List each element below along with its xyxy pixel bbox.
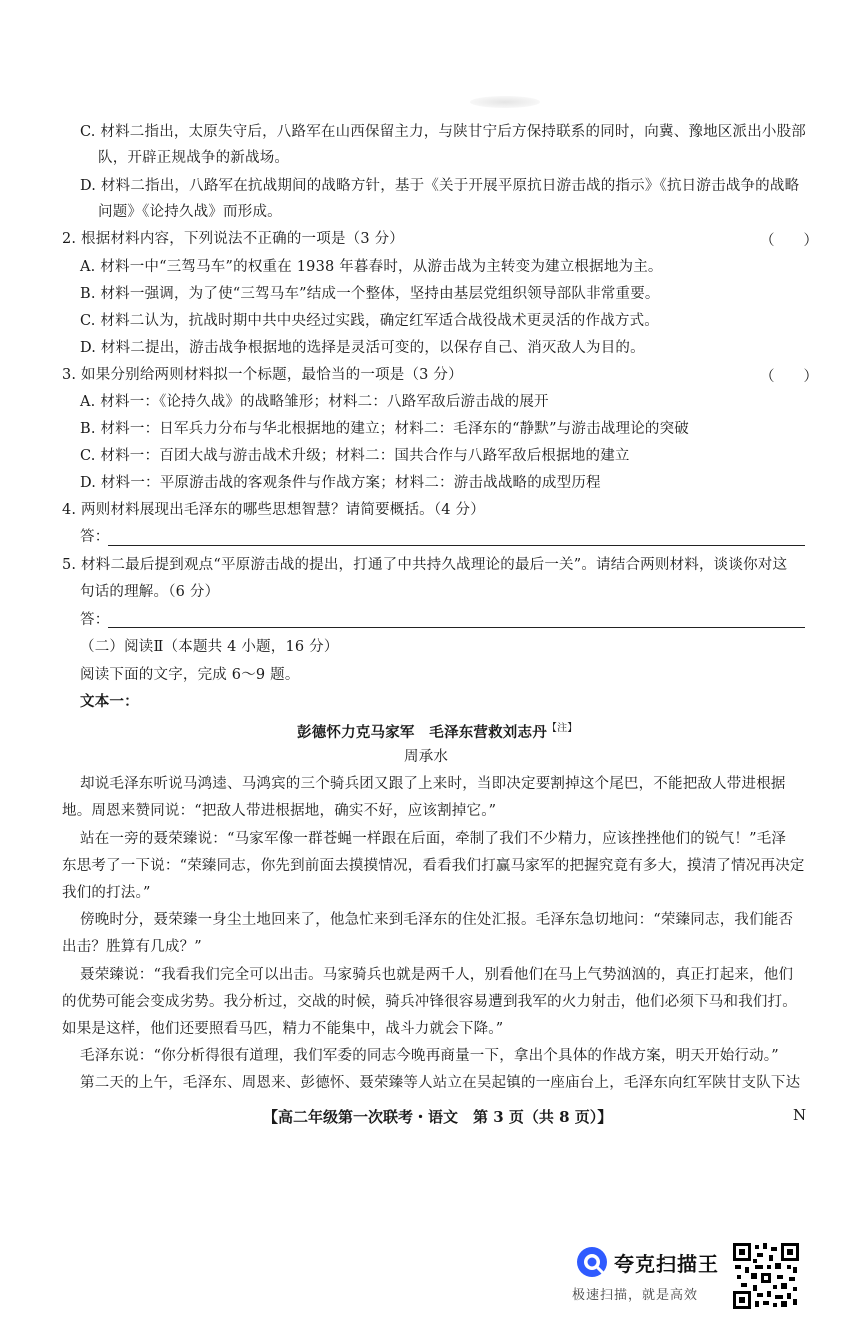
page-footer: 【高二年级第一次联考・语文 第 3 页（共 8 页）】 — [263, 1108, 613, 1126]
section-2-instruction: 阅读下面的文字，完成 6～9 题。 — [80, 667, 300, 683]
option-d-line1: D. 材料二指出，八路军在抗战期间的战略方针，基于《关于开展平原抗日游击战的指示》《抗日游击战争的战略 — [80, 178, 800, 194]
scanner-slogan: 极速扫描，就是高效 — [572, 1288, 699, 1303]
article-title-text: 彭德怀力克马家军 毛泽东营救刘志丹 — [297, 723, 547, 741]
article-p6-line1: 第二天的上午，毛泽东、周恩来、彭德怀、聂荣臻等人站立在吴起镇的一座庙台上，毛泽东向红军陕甘支队下达 — [80, 1075, 801, 1091]
question-5-answer-line[interactable] — [108, 627, 805, 628]
question-3-answer-paren: （ ） — [760, 369, 818, 385]
question-2-option-d: D. 材料二提出，游击战争根据地的选择是灵活可变的，以保存自己、消灭敌人为目的。 — [80, 340, 645, 356]
question-3-option-c: C. 材料一：百团大战与游击战术升级；材料二：国共合作与八路军敌后根据地的建立 — [80, 448, 630, 464]
question-4-answer-line[interactable] — [108, 545, 805, 546]
option-d-line2: 问题》《论持久战》而形成。 — [98, 204, 282, 220]
article-title — [297, 719, 578, 743]
question-3-option-d: D. 材料一：平原游击战的客观条件与作战方案；材料二：游击战战略的成型历程 — [80, 475, 601, 491]
question-5-answer-label: 答： — [80, 612, 110, 628]
question-2-option-b: B. 材料一强调，为了使“三驾马车”结成一个整体，坚持由基层党组织领导部队非常重要。 — [80, 286, 660, 302]
scanner-watermark — [572, 1246, 732, 1306]
scanner-brand: 夸克扫描王 — [614, 1252, 719, 1276]
question-3-stem: 3. 如果分别给两则材料拟一个标题，最恰当的一项是（3 分） — [62, 367, 463, 383]
question-3-option-b: B. 材料一：日军兵力分布与华北根据地的建立；材料二：毛泽东的“静默”与游击战理论的突破 — [80, 421, 689, 437]
scan-smudge — [470, 96, 540, 108]
article-title-note: 【注】 — [546, 723, 578, 734]
question-2-stem: 2. 根据材料内容，下列说法不正确的一项是（3 分） — [62, 231, 404, 247]
article-p4-line2: 的优势可能会变成劣势。我分析过，交战的时候，骑兵冲锋很容易遭到我军的火力射击，他们必须下马和我们打。 — [62, 994, 797, 1010]
text-one-label: 文本一： — [80, 693, 139, 710]
question-5-stem-line1: 5. 材料二最后提到观点“平原游击战的提出，打通了中共持久战理论的最后一关”。请结合两则材料，谈谈你对这 — [62, 557, 788, 573]
paper-version-code: N — [793, 1106, 807, 1124]
question-2-answer-paren: （ ） — [760, 233, 818, 249]
question-4-stem: 4. 两则材料展现出毛泽东的哪些思想智慧？请简要概括。（4 分） — [62, 502, 485, 518]
question-2-option-a: A. 材料一中“三驾马车”的权重在 1938 年暮春时，从游击战为主转变为建立根据地为主。 — [80, 259, 663, 275]
question-5-stem-line2: 句话的理解。（6 分） — [80, 584, 220, 600]
article-p4-line3: 如果是这样，他们还要照看马匹，精力不能集中，战斗力就会下降。” — [62, 1021, 504, 1037]
section-2-heading: （二）阅读Ⅱ（本题共 4 小题，16 分） — [80, 639, 339, 655]
article-p1-line1: 却说毛泽东听说马鸿逵、马鸿宾的三个骑兵团又跟了上来时，当即决定要割掉这个尾巴，不能把敌人带进根据 — [80, 776, 786, 792]
article-p2-line1: 站在一旁的聂荣臻说：“马家军像一群苍蝇一样跟在后面，牵制了我们不少精力，应该挫挫他们的锐气！”毛泽 — [80, 831, 787, 847]
option-c-line2: 队，开辟正规战争的新战场。 — [98, 150, 290, 166]
article-p2-line3: 我们的打法。” — [62, 885, 151, 901]
question-3-option-a: A. 材料一：《论持久战》的战略雏形；材料二：八路军敌后游击战的展开 — [80, 394, 549, 410]
question-4-answer-label: 答： — [80, 529, 110, 545]
qr-code-icon — [733, 1243, 799, 1309]
article-p2-line2: 东思考了一下说：“荣臻同志，你先到前面去摸摸情况，看看我们打赢马家军的把握究竟有多大，摸清了情况再决定 — [62, 858, 805, 874]
article-author: 周承水 — [404, 749, 449, 765]
article-p3-line1: 傍晚时分，聂荣臻一身尘土地回来了，他急忙来到毛泽东的住处汇报。毛泽东急切地问：“荣臻同志，我们能否 — [80, 912, 794, 928]
article-p1-line2: 地。周恩来赞同说：“把敌人带进根据地，确实不好，应该割掉它。” — [62, 803, 497, 819]
article-p4-line1: 聂荣臻说：“我看我们完全可以出击。马家骑兵也就是两千人，别看他们在马上气势汹汹的，真正打起来，他们 — [80, 967, 794, 983]
quark-logo-icon — [576, 1246, 608, 1278]
article-p5-line1: 毛泽东说：“你分析得很有道理，我们军委的同志今晚再商量一下，拿出个具体的作战方案，明天开始行动。” — [80, 1048, 779, 1064]
question-2-option-c: C. 材料二认为，抗战时期中共中央经过实践，确定红军适合战役战术更灵活的作战方式。 — [80, 313, 659, 329]
article-p3-line2: 出击？胜算有几成？” — [62, 939, 202, 955]
option-c-line1: C. 材料二指出，太原失守后，八路军在山西保留主力，与陕甘宁后方保持联系的同时，向冀、豫地区派出小股部 — [80, 124, 806, 140]
